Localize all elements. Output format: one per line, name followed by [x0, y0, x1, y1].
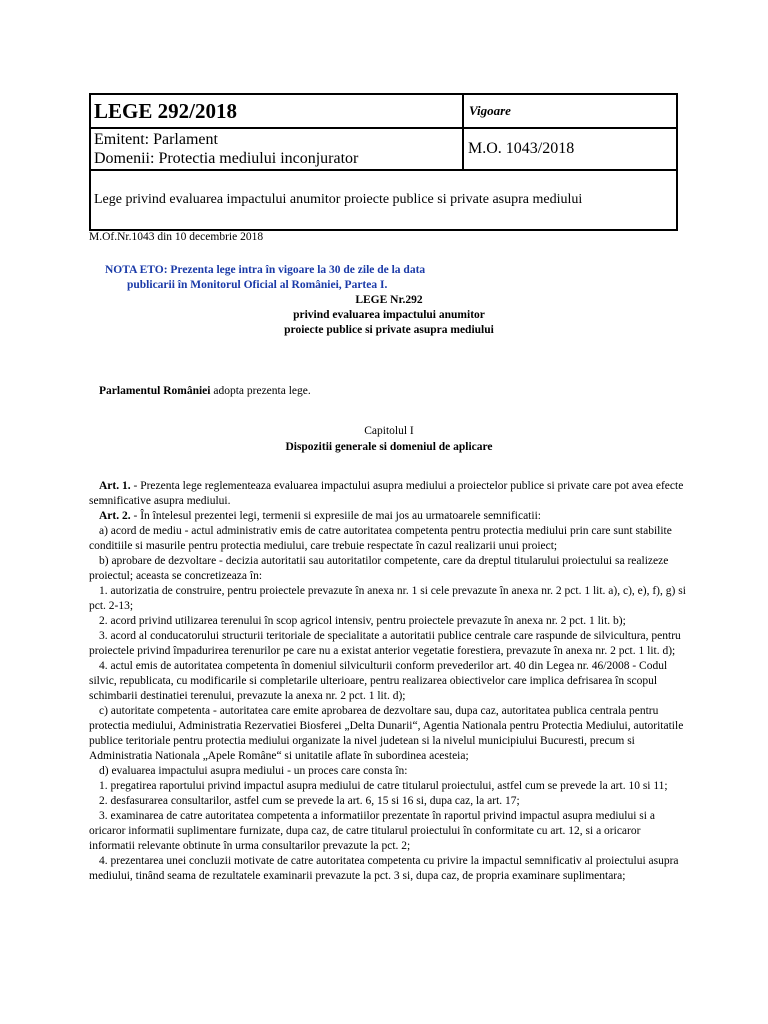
article-2 [89, 509, 689, 524]
definition-item: 4. actul emis de autoritatea competenta în domeniul silviculturii conform prevederilor art. 40 din Legea nr. 46/2008 - Codul silvic, republicata, cu modificarile si completarile ulterioare, pentru realizarea obiectivelor care implica defrisarea în scopul schimbarii destinatiei terenului, prevazute la anexa nr. 2 pct. 1 lit. d); [89, 660, 668, 702]
emitent-cell [90, 128, 463, 170]
definition-item: c) autoritate competenta - autoritatea care emite aprobarea de dezvoltare sau, dupa caz, autoritatea publica centrala pentru protectia mediului, Administratia Rezervatiei Biosferei „Delta Dunarii“, Agentia Nationala pentru Protectia Mediului, autoritatile publice teritoriale pentru protectia mediului organizate la nivel judetean si la nivelul municipiului Bucuresti, precum si Administratia Nationala „Apele Române“ si unitatile aflate în subordinea acesteia; [89, 705, 684, 762]
definition-item: 1. pregatirea raportului privind impactul asupra mediului de catre titularul proiectului, astfel cum se prevede la art. 10 si 11; [99, 780, 668, 792]
monitor-cell [463, 128, 677, 170]
law-heading-line-3: proiecte publice si private asupra mediului [284, 324, 494, 336]
articles [89, 479, 689, 884]
article-1-label: Art. 1. [99, 480, 131, 492]
definition-item: 4. prezentarea unei concluzii motivate de catre autoritatea competenta cu privire la impactul semnificativ al proiectului asupra mediului, tinând seama de rezultatele examinarii prevazute la pct. 3 si, dupa caz, de propria examinare suplimentara; [89, 855, 679, 882]
enactment-clause [99, 384, 689, 399]
monitor-ref: M.O. 1043/2018 [468, 140, 575, 157]
chapter-heading [89, 423, 689, 455]
definition-item: 2. acord privind utilizarea terenului în scop agricol intensiv, pentru proiectele prevazute în anexa nr. 2 pct. 1 lit. b); [99, 615, 626, 627]
document-body [89, 230, 689, 884]
law-title-cell [90, 94, 463, 128]
definition-item: 3. acord al conducatorului structurii teritoriale de specialitate a autoritatii publice centrale care raspunde de silvicultura, pentru proiectele privind împadurirea terenurilor pe care nu a existat anterior vegetatie forestiera, prevazute în anexa nr. 2 pct. 1 lit. d); [89, 630, 681, 657]
parlament-name: Parlamentul României [99, 385, 211, 397]
law-title: LEGE 292/2018 [94, 98, 237, 123]
article-1-text: - Prezenta lege reglementeaza evaluarea impactului asupra mediului a proiectelor publice si private care pot avea efecte semnificative asupra mediului. [89, 480, 684, 507]
definition-item: a) acord de mediu - actul administrativ emis de catre autoritatea competenta pentru protectia mediului prin care sunt stabilite conditiile si masurile pentru protectia mediului, care trebuie respectate în cazul realizarii unui proiect; [89, 525, 672, 552]
definition-item: d) evaluarea impactului asupra mediului - un proces care consta în: [99, 765, 408, 777]
monitor-line: M.Of.Nr.1043 din 10 decembrie 2018 [89, 231, 264, 243]
law-header-table [89, 93, 678, 231]
nota-line-2: publicarii în Monitorul Oficial al României, Partea I. [127, 279, 388, 291]
law-status: Vigoare [469, 103, 511, 118]
nota-eto [105, 263, 689, 293]
definition-item: b) aprobare de dezvoltare - decizia autoritatii sau autoritatilor competente, care da dreptul titularului proiectului sa realizeze proiectul; aceasta se concretizeaza în: [89, 555, 669, 582]
definition-item: 1. autorizatia de construire, pentru proiectele prevazute în anexa nr. 1 si cele prevazute în anexa nr. 2 pct. 1 lit. a), c), e), f), g) si pct. 2-13; [89, 585, 686, 612]
chapter-number: Capitolul I [364, 425, 414, 437]
law-heading [89, 293, 689, 338]
definition-item: 3. examinarea de catre autoritatea competenta a informatiilor prezentate în raportul privind impactul asupra mediului si a oricaror informatii suplimentare furnizate, dupa caz, de catre titularul proiectului în conformitate cu art. 12, si a oricaror informatii relevante obtinute în urma consultarilor prevazute la pct. 2; [89, 810, 655, 852]
law-heading-number: LEGE Nr.292 [355, 294, 423, 306]
nota-line-1: NOTA ETO: Prezenta lege intra în vigoare la 30 de zile de la data [105, 264, 426, 276]
article-2-label: Art. 2. [99, 510, 131, 522]
article-2-text: - În întelesul prezentei legi, termenii si expresiile de mai jos au urmatoarele semnificatii: [130, 510, 541, 522]
article-1 [89, 479, 689, 509]
law-heading-line-2: privind evaluarea impactului anumitor [293, 309, 485, 321]
law-status-cell [463, 94, 677, 128]
summary-cell [90, 170, 677, 230]
domenii-text: Domenii: Protectia mediului inconjurator [94, 150, 359, 167]
law-summary: Lege privind evaluarea impactului anumitor proiecte publice si private asupra mediului [94, 192, 583, 207]
chapter-title: Dispozitii generale si domeniul de aplicare [285, 441, 493, 453]
emitent-text: Emitent: Parlament [94, 131, 218, 148]
enactment-text: adopta prezenta lege. [210, 385, 311, 397]
definition-item: 2. desfasurarea consultarilor, astfel cum se prevede la art. 6, 15 si 16 si, dupa caz, la art. 17; [99, 795, 520, 807]
